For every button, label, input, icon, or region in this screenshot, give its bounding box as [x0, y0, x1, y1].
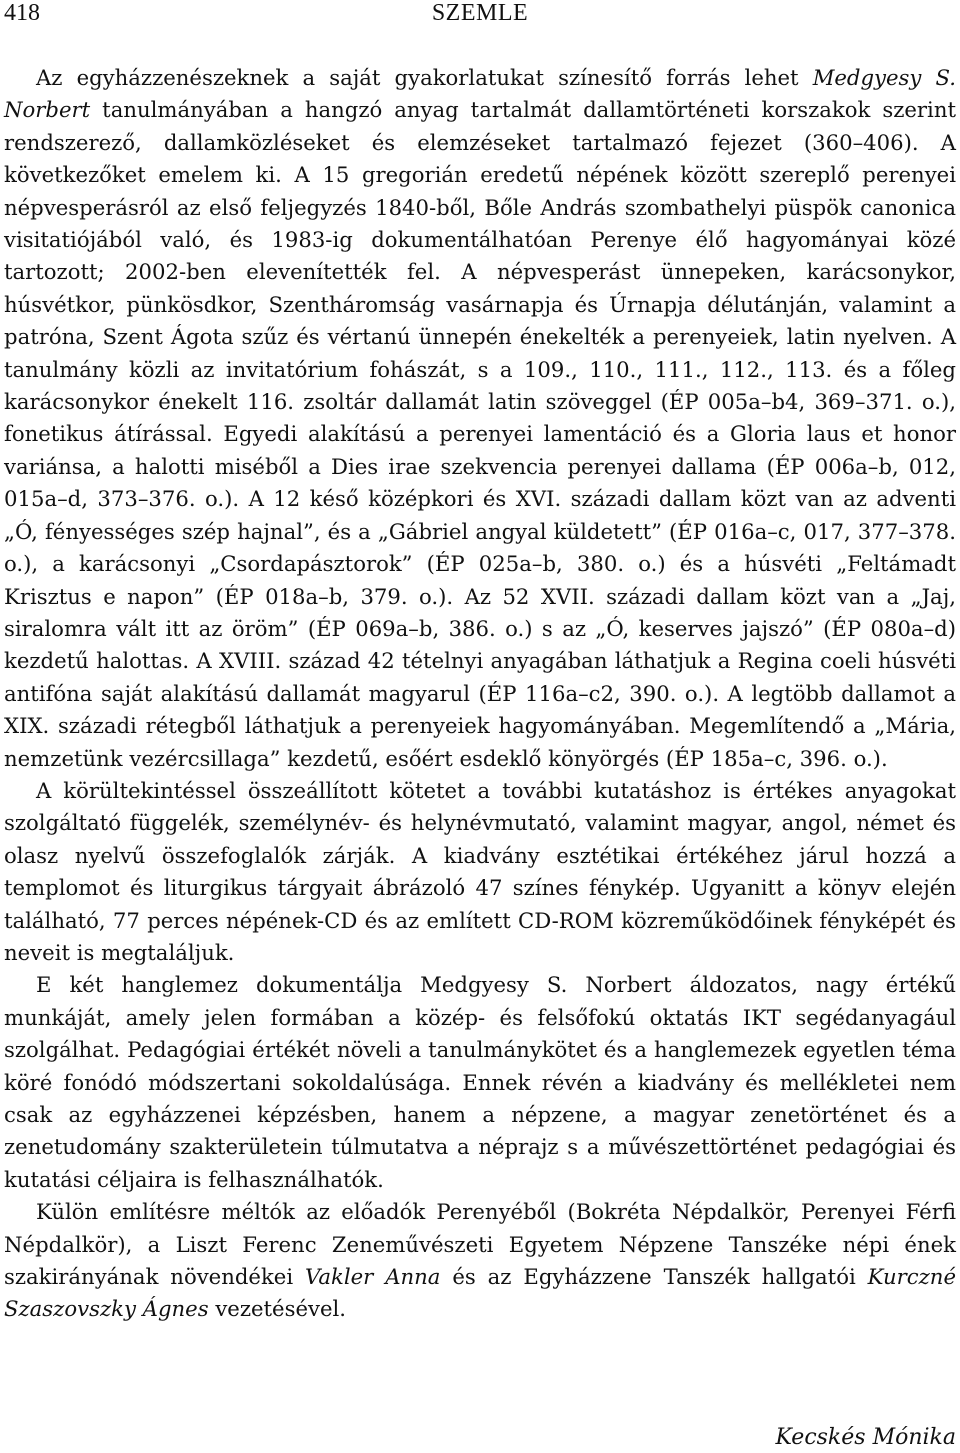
- italic-name: Medgyesy S. Norbert: [4, 65, 956, 123]
- paragraph: [4, 775, 956, 969]
- author-signature: Kecskés Mónika: [775, 1425, 956, 1450]
- running-head: SZEMLE: [431, 0, 529, 26]
- text-run: vezetésével.: [208, 1296, 347, 1322]
- page-number: 418: [4, 0, 40, 26]
- italic-name: Kurczné Szaszovszky Ágnes: [4, 1264, 956, 1322]
- text-run: tanulmányában a hangzó anyag tartalmát dallamtörténeti korszakok szerint rendszerező, dallamközléseket és elemzéseket tartalmazó fejezet (360–406). A következőket emelem ki. A 15 gregorián eredetű népének között szereplő perenyei népvesperásról az első feljegyzés 1840-ből, Bőle András szombathelyi püspök canonica visitatiójából való, és 1983-ig dokumentálhatóan Perenye élő hagyományai közé tartozott; 2002-ben elevenítették fel. A népvesperást ünnepeken, karácsonykor, húsvétkor, pünkösdkor, Szentháromság vasárnapja és Úrnapja délutánján, valamint a patróna, Szent Ágota szűz és vértanú ünnepén énekelték a perenyeiek, latin nyelven. A tanulmány közli az invitatórium fohászát, s a 109., 110., 111., 112., 113. és a főleg karácsonykor énekelt 116. zsoltár dallamát latin szöveggel (ÉP 005a–b4, 369–371. o.), fonetikus átírással. Egyedi alakítású a perenyei lamentáció és a Gloria laus et honor variánsa, a halotti miséből a Dies irae szekvencia perenyei dallama (ÉP 006a–b, 012, 015a–d, 373–376. o.). A 12 késő középkori és XVI. századi dallam közt van az adventi „Ó, fényességes szép hajnal”, és a „Gábriel angyal küldetett” (ÉP 016a–c, 017, 377–378. o.), a karácsonyi „Csordapásztorok” (ÉP 025a–b, 380. o.) és a húsvéti „Feltámadt Krisztus e napon” (ÉP 018a–b, 379. o.). Az 52 XVII. századi dallam közt van a „Jaj, siralomra vált itt az öröm” (ÉP 069a–b, 386. o.) s az „Ó, keserves jajszó” (ÉP 080a–d) kezdetű halottas. A XVIII. század 42 tételnyi anyagában láthatjuk a Regina coeli húsvéti antifóna saját alakítású dallamát magyarul (ÉP 116a–c2, 390. o.). A legtöbb dallamot a XIX. századi rétegből láthatjuk a perenyeiek hagyományában. Megemlítendő a „Mária, nemzetünk vezércsillaga” kezdetű, esőért esdeklő könyörgés (ÉP 185a–c, 396. o.).: [4, 97, 956, 771]
- text-run: Külön említésre méltók az előadók Perenyéből (Bokréta Népdalkör, Perenyei Férfi Népdalkör), a Liszt Ferenc Zeneművészeti Egyetem Népzene Tanszéke népi ének szakirányának növendékei: [4, 1199, 956, 1290]
- text-run: és az Egyházzene Tanszék hallgatói: [440, 1264, 868, 1290]
- text-run: E két hanglemez dokumentálja Medgyesy S. Norbert áldozatos, nagy értékű munkáját, amely jelen formában a közép- és felsőfokú oktatás IKT segédanyagául szolgálhat. Pedagógiai értékét növeli a tanulmánykötet és a hanglemezek egyetlen téma köré fonódó módszertani sokoldalúsága. Ennek révén a kiadvány és mellékletei nem csak az egyházzenei képzésben, hanem a népzene, a magyar zenetörténet és a zenetudomány szakterületein túlmutatva a néprajz s a művészettörténet pedagógiai és kutatási céljaira is felhasználhatók.: [4, 972, 956, 1192]
- review-body: [4, 62, 956, 1326]
- italic-name: Vakler Anna: [305, 1264, 441, 1290]
- text-run: Az egyházzenészeknek a saját gyakorlatukat színesítő forrás lehet: [36, 65, 813, 90]
- page-header: [0, 0, 960, 36]
- paragraph: [4, 969, 956, 1196]
- paragraph: [4, 62, 956, 775]
- text-run: A körültekintéssel összeállított kötetet a további kutatáshoz is értékes anyagokat szolgáltató függelék, személynév- és helynévmutató, valamint magyar, angol, német és olasz nyelvű összefoglalók zárják. A kiadvány esztétikai értékéhez járul hozzá a templomot és liturgikus tárgyait ábrázoló 47 színes fénykép. Ugyanitt a könyv elején található, 77 perces népének-CD és az említett CD-ROM közreműködőinek fényképét és neveit is megtaláljuk.: [4, 777, 956, 965]
- paragraph: [4, 1196, 956, 1326]
